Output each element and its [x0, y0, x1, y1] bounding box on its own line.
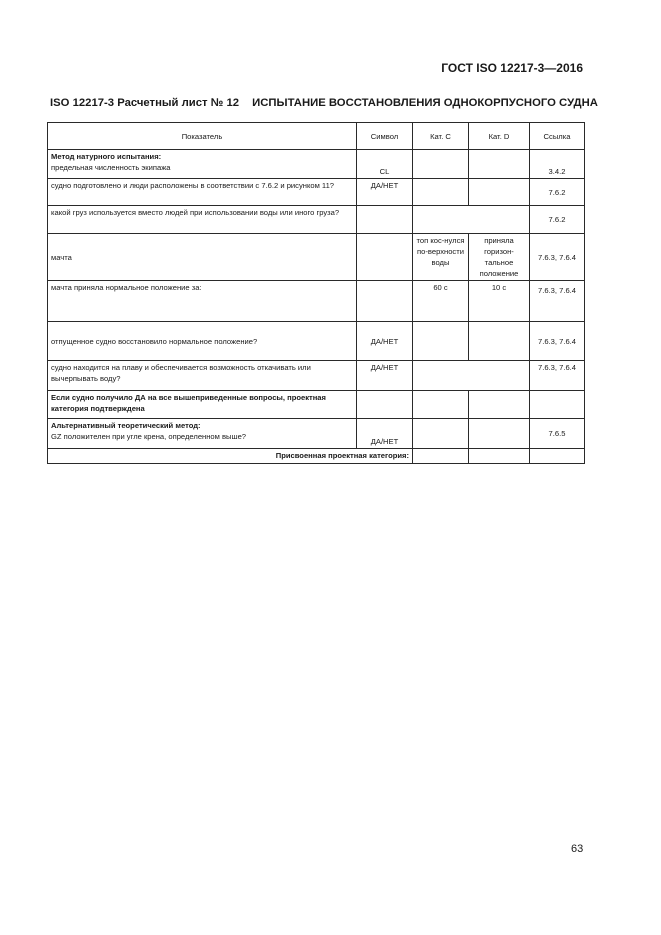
symbol-cell [357, 281, 413, 322]
reference-cell: 7.6.3, 7.6.4 [530, 322, 585, 361]
category-cell [413, 206, 530, 234]
row-indicator [48, 419, 357, 449]
section-heading: Альтернативный теоретический метод: [51, 421, 201, 430]
column-header-symbol: Символ [357, 123, 413, 150]
assigned-category-label: Присвоенная проектная категория: [48, 449, 413, 464]
reference-cell [530, 391, 585, 419]
indicator-text: судно подготовлено и люди расположены в соответствии с 7.6.2 и рисунком 11? [48, 179, 357, 206]
column-header-cat-c: Кат. С [413, 123, 469, 150]
table-row [48, 234, 585, 281]
reference-cell: 7.6.3, 7.6.4 [530, 361, 585, 391]
cat-d-cell [469, 391, 530, 419]
reference-cell: 7.6.5 [530, 419, 585, 449]
page-number: 63 [571, 843, 584, 855]
sheet-title [50, 97, 598, 109]
reference-cell: 7.6.3, 7.6.4 [530, 281, 585, 322]
table-row [48, 361, 585, 391]
indicator-text: мачта [48, 234, 357, 281]
cat-c-cell: топ кос-нулся по-верхности воды [413, 234, 469, 281]
cat-d-cell [469, 449, 530, 464]
confirmation-text: Если судно получило ДА на все вышеприведенные вопросы, проектная категория подтверждена [48, 391, 357, 419]
symbol-cell: ДА/НЕТ [357, 322, 413, 361]
cat-c-cell [413, 419, 469, 449]
symbol-cell [357, 391, 413, 419]
table-header-row [48, 123, 585, 150]
cat-d-cell: 10 с [469, 281, 530, 322]
symbol-cell: ДА/НЕТ [357, 419, 413, 449]
cat-d-cell [469, 179, 530, 206]
cat-c-cell [413, 150, 469, 179]
reference-cell: 7.6.2 [530, 206, 585, 234]
sheet-heading: ИСПЫТАНИЕ ВОССТАНОВЛЕНИЯ ОДНОКОРПУСНОГО СУДНА [252, 97, 598, 109]
reference-cell: 3.4.2 [530, 150, 585, 179]
table-row [48, 179, 585, 206]
indicator-text: судно находится на плаву и обеспечивается возможность откачивать или вычерпывать воду? [48, 361, 357, 391]
section-heading: Метод натурного испытания: [51, 152, 162, 161]
reference-cell: 7.6.2 [530, 179, 585, 206]
reference-cell: 7.6.3, 7.6.4 [530, 234, 585, 281]
column-header-reference: Ссылка [530, 123, 585, 150]
table-row [48, 391, 585, 419]
column-header-indicator: Показатель [48, 123, 357, 150]
cat-c-cell [413, 322, 469, 361]
symbol-cell: ДА/НЕТ [357, 361, 413, 391]
table-row [48, 419, 585, 449]
cat-c-cell [413, 449, 469, 464]
reference-cell [530, 449, 585, 464]
symbol-cell: ДА/НЕТ [357, 179, 413, 206]
indicator-text: отпущенное судно восстановило нормальное положение? [48, 322, 357, 361]
symbol-cell [357, 206, 413, 234]
cat-d-cell: приняла горизон-тальное положение [469, 234, 530, 281]
category-cell [413, 361, 530, 391]
table-row [48, 281, 585, 322]
cat-d-cell [469, 419, 530, 449]
indicator-text: предельная численность экипажа [51, 163, 171, 172]
table-row [48, 206, 585, 234]
cat-c-cell [413, 391, 469, 419]
symbol-cell [357, 234, 413, 281]
table-row [48, 449, 585, 464]
row-indicator [48, 150, 357, 179]
indicator-text: какой груз используется вместо людей при использовании воды или иного груза? [48, 206, 357, 234]
cat-d-cell [469, 150, 530, 179]
table-row [48, 322, 585, 361]
symbol-cell: CL [357, 150, 413, 179]
cat-c-cell: 60 с [413, 281, 469, 322]
column-header-cat-d: Кат. D [469, 123, 530, 150]
cat-c-cell [413, 179, 469, 206]
table-row [48, 150, 585, 179]
calculation-table [47, 122, 585, 464]
cat-d-cell [469, 322, 530, 361]
indicator-text: мачта приняла нормальное положение за: [48, 281, 357, 322]
sheet-number: ISO 12217-3 Расчетный лист № 12 [50, 97, 240, 109]
document-code: ГОСТ ISO 12217-3—2016 [441, 61, 583, 75]
indicator-text: GZ положителен при угле крена, определенном выше? [51, 432, 247, 441]
